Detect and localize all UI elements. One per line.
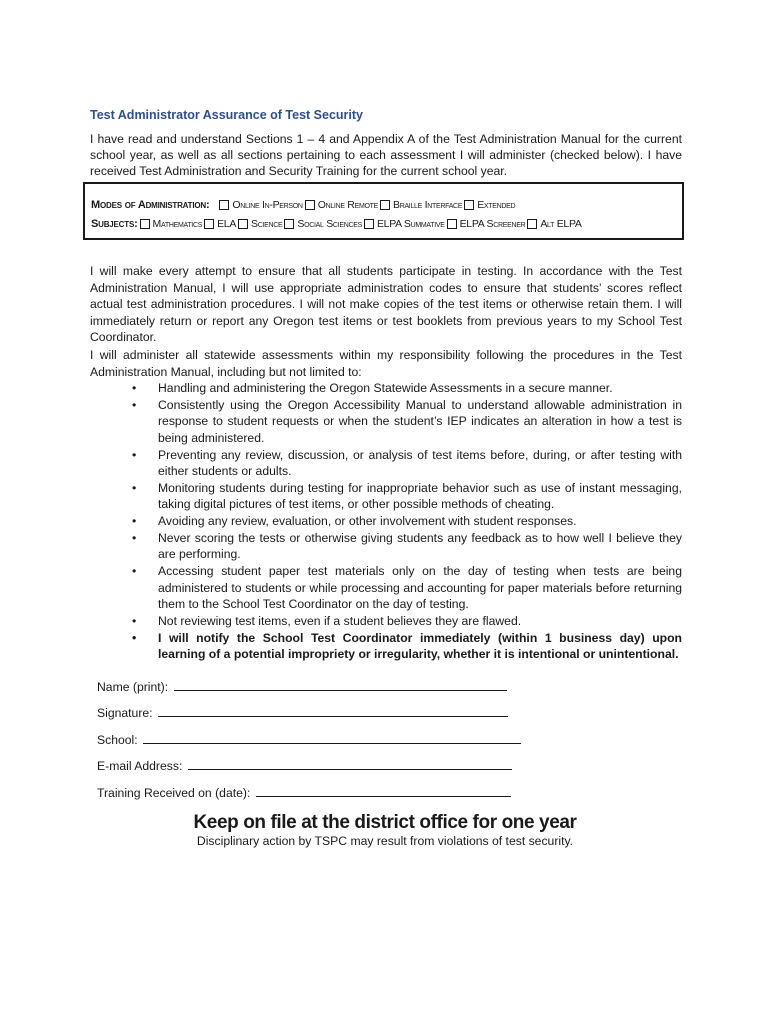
checkbox-science[interactable] [238,219,248,229]
intro-paragraph: I have read and understand Sections 1 – 4 and Appendix A of the Test Administration Manual for the current school year, as well as all sections pertaining to each assessment I will administer (checked below). I have received Test Administration and Security Training for the current school year. [90,132,682,178]
checkbox-ela[interactable] [204,219,214,229]
list-item: • Avoiding any review, evaluation, or other involvement with student responses. [132,514,577,529]
checkbox-alt-elpa[interactable] [527,219,537,229]
checkbox-online-in-person[interactable] [219,200,229,210]
mode-option-online-remote: Online Remote [305,199,378,211]
bullet-icon: • [132,514,137,529]
mode-option-braille-interface: Braille Interface [380,199,462,211]
signature-input-line[interactable] [158,704,508,717]
subject-option-elpa-summative: ELPA Summative [364,218,445,230]
modes-label: Modes of Administration: [91,199,210,211]
bullet-icon: • [132,447,137,462]
notify-list-item: • I will notify the School Test Coordinator immediately (within 1 business day) upon learning of a potential impropriety or irregularity, whether it is intentional or unintentional. [132,630,682,662]
list-item: • Preventing any review, discussion, or analysis of test items before, during, or after testing with either students or adults. [132,447,682,479]
retention-notice: Keep on file at the district office for one year [193,812,577,833]
checkbox-social-sciences[interactable] [284,219,294,229]
subject-option-social-sciences: Social Sciences [284,218,362,230]
mode-option-extended: Extended [464,199,515,211]
attempt-paragraph: I will make every attempt to ensure that all students participate in testing. In accordance with the Test Administration Manual, I will use appropriate administration codes to ensure that students’ scores reflect actual test administration procedures. I will not make copies of the test items or otherwise retain them. I will immediately return or report any Oregon test items or test booklets from previous years to my School Test Coordinator. [90,264,682,344]
form-title: Test Administrator Assurance of Test Security [90,108,363,122]
bullet-icon: • [132,630,137,645]
bullet-icon: • [132,564,137,579]
email-label: E-mail Address: [97,759,183,773]
administer-paragraph: I will administer all statewide assessments within my responsibility following the procedures in the Test Administration Manual, including but not limited to: [90,348,682,379]
list-item: • Consistently using the Oregon Accessibility Manual to understand allowable administration in response to student requests or when the student’s IEP indicates an alteration in how a test is being administered. [132,397,682,445]
list-item: • Never scoring the tests or otherwise giving students any feedback as to how well I believe they are performing. [132,530,682,562]
checkbox-extended[interactable] [464,200,474,210]
checkbox-online-remote[interactable] [305,200,315,210]
subject-option-science: Science [238,218,282,230]
school-field [97,731,521,747]
subjects-row [91,218,584,230]
bullet-icon: • [132,381,137,395]
training-date-input-line[interactable] [256,784,511,797]
bullet-icon: • [132,480,137,495]
email-field [97,757,512,773]
school-label: School: [97,733,138,747]
list-item: • Not reviewing test items, even if a student believes they are flawed. [132,614,522,629]
name-input-line[interactable] [174,678,507,691]
checkbox-elpa-summative[interactable] [364,219,374,229]
subject-option-mathematics: Mathematics [140,218,203,230]
signature-field [97,704,508,720]
subject-option-elpa-screener: ELPA Screener [447,218,526,230]
bullet-icon: • [132,397,137,412]
bullet-icon: • [132,614,137,629]
checkbox-braille-interface[interactable] [380,200,390,210]
list-item: • Accessing student paper test materials only on the day of testing when tests are being administered to students or while processing and accounting for paper materials before returning them to the School Test Coordinator on the day of testing. [132,564,682,612]
name-field [97,678,507,694]
list-item: • Monitoring students during testing for inappropriate behavior such as use of instant messaging, taking digital pictures of test items, or other possible methods of cheating. [132,480,682,512]
modes-row [91,199,517,211]
name-label: Name (print): [97,680,169,694]
email-input-line[interactable] [188,757,512,770]
checkbox-mathematics[interactable] [140,219,150,229]
mode-option-online-in-person: Online In-Person [219,199,302,211]
checkbox-elpa-screener[interactable] [447,219,457,229]
signature-label: Signature: [97,706,153,720]
training-date-field [97,784,511,800]
subject-option-alt-elpa: Alt ELPA [527,218,581,230]
list-item: • Handling and administering the Oregon Statewide Assessments in a secure manner. [132,381,613,395]
bullet-icon: • [132,530,137,545]
school-input-line[interactable] [143,731,521,744]
responsibility-list [130,380,682,663]
disciplinary-notice: Disciplinary action by TSPC may result from violations of test security. [196,834,574,848]
subject-option-ela: ELA [204,218,236,230]
selection-box [83,182,684,240]
training-date-label: Training Received on (date): [97,786,251,800]
subjects-label: Subjects: [91,218,138,230]
